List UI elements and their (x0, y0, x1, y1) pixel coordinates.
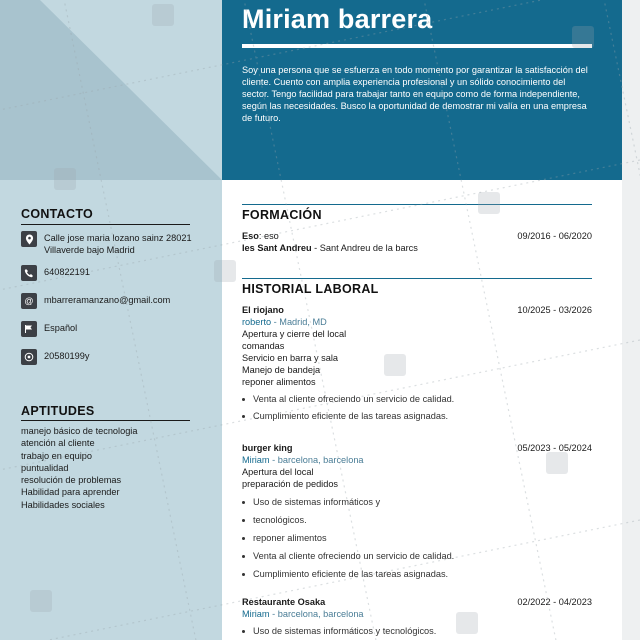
degree-value: : eso (258, 231, 279, 241)
job-entry (242, 596, 592, 637)
contact-section-title: CONTACTO (21, 207, 94, 221)
employer-name: Miriam (242, 609, 270, 619)
contact-email[interactable] (21, 294, 196, 309)
phone-icon (21, 265, 37, 281)
contact-rule (21, 224, 190, 225)
contact-language (21, 322, 196, 337)
skill-item: atención al cliente (21, 438, 95, 449)
skills-list (21, 425, 211, 511)
job-line: reponer alimentos (242, 377, 316, 387)
phone-text[interactable]: 640822191 (44, 267, 90, 277)
job-title: burger king (242, 443, 293, 453)
education-top-rule (242, 204, 592, 205)
contact-address (21, 232, 196, 256)
contact-id (21, 350, 196, 365)
skill-item: Habilidad para aprender (21, 487, 120, 498)
skill-item: trabajo en equipo (21, 450, 93, 461)
job-bullet: Uso de sistemas informáticos y tecnológicos. (242, 625, 592, 637)
contact-phone[interactable] (21, 266, 196, 281)
job-title: El riojano (242, 305, 284, 315)
job-line: Apertura del local (242, 467, 314, 477)
flag-icon (21, 321, 37, 337)
employer-location: - barcelona, barcelona (269, 455, 364, 465)
candidate-name: Miriam barrera (242, 4, 433, 34)
education-dates: 09/2016 - 06/2020 (517, 231, 592, 241)
job-employer (242, 316, 592, 328)
job-line: Manejo de bandeja (242, 365, 321, 375)
job-title: Restaurante Osaka (242, 597, 326, 607)
job-dates: 05/2023 - 05/2024 (517, 443, 592, 453)
job-line: Servicio en barra y sala (242, 353, 339, 363)
job-bullet: Uso de sistemas informáticos y (242, 496, 592, 508)
skill-item: resolución de problemas (21, 475, 122, 486)
job-entry (242, 304, 592, 422)
job-dates: 10/2025 - 03/2026 (517, 305, 592, 315)
school-name: Ies Sant Andreu (242, 243, 312, 253)
id-text: 20580199y (44, 351, 90, 361)
email-text[interactable]: mbarreramanzano@gmail.com (44, 295, 171, 305)
name-underline (242, 44, 592, 48)
job-bullet: reponer alimentos (242, 532, 592, 544)
job-bullet: Venta al cliente ofreciendo un servicio de calidad. (242, 550, 592, 562)
employer-name: roberto (242, 317, 272, 327)
education-section-title: FORMACIÓN (242, 208, 322, 222)
school-location: - Sant Andreu de la barcs (311, 243, 418, 253)
job-bullet: Cumplimiento eficiente de las tareas asignadas. (242, 410, 592, 422)
profile-summary: Soy una persona que se esfuerza en todo momento por garantizar la satisfacción del cliente. Cuento con amplia experiencia profesional y un sólido conocimiento del sector. Tengo facilidad para trabajar tanto en equipo como de forma independiente, según las necesidades. Busco la oportunidad de demostrar mi valía en una empresa de futuro. (242, 65, 588, 123)
skills-rule (21, 420, 190, 421)
employer-location: - Madrid, MD (271, 317, 327, 327)
right-margin-strip (622, 0, 640, 640)
job-dates: 02/2022 - 04/2023 (517, 597, 592, 607)
skill-item: puntualidad (21, 462, 69, 473)
skills-section-title: APTITUDES (21, 404, 95, 418)
globe-icon (21, 349, 37, 365)
job-employer (242, 608, 592, 620)
work-top-rule (242, 278, 592, 279)
skill-item: manejo básico de tecnologia (21, 426, 138, 436)
employer-location: - barcelona, barcelona (269, 609, 364, 619)
language-text: Español (44, 323, 78, 333)
job-line: Apertura y cierre del local (242, 329, 347, 339)
location-pin-icon (21, 231, 37, 247)
education-entry (242, 230, 592, 254)
job-bullet: Venta al cliente ofreciendo un servicio de calidad. (242, 393, 592, 405)
employer-name: Miriam (242, 455, 270, 465)
skill-item: Habilidades sociales (21, 499, 105, 510)
job-bullet: tecnológicos. (242, 514, 592, 526)
degree-label: Eso (242, 231, 259, 241)
address-text: Calle jose maria lozano sainz 28021 Villaverde bajo Madrid (44, 233, 192, 255)
email-at-icon: @ (21, 293, 37, 309)
job-employer (242, 454, 592, 466)
job-line: comandas (242, 341, 285, 351)
job-bullet: Cumplimiento eficiente de las tareas asignadas. (242, 568, 592, 580)
job-line: preparación de pedidos (242, 479, 339, 489)
job-entry (242, 442, 592, 580)
sidebar-triangle-decoration (0, 0, 222, 180)
work-section-title: HISTORIAL LABORAL (242, 282, 379, 296)
